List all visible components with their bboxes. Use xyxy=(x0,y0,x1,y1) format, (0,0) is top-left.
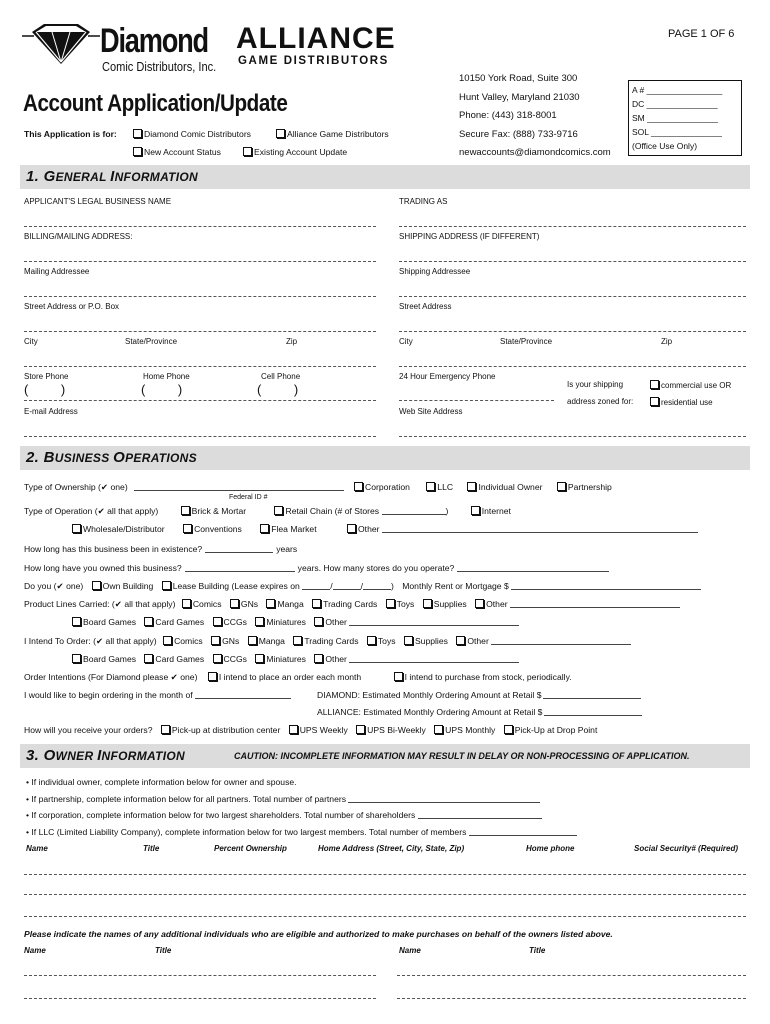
bullet-item: • If LLC (Limited Liability Company), complete information below for two largest members. Total number of members xyxy=(26,824,577,841)
checkbox[interactable] xyxy=(314,617,323,626)
intend-row-2 xyxy=(72,654,525,665)
city-label-ship: City xyxy=(399,337,413,346)
checkbox[interactable] xyxy=(426,482,435,491)
checkbox[interactable] xyxy=(266,599,275,608)
phones-field[interactable] xyxy=(24,400,376,401)
checkbox[interactable] xyxy=(162,581,171,590)
ownership-row xyxy=(24,482,350,493)
checkbox[interactable] xyxy=(347,524,356,533)
emergency-phone-field[interactable] xyxy=(399,400,554,401)
checkbox[interactable] xyxy=(183,524,192,533)
store-phone-label: Store Phone xyxy=(24,372,69,381)
int-stock[interactable]: I intend to purchase from stock, periodically. xyxy=(394,672,572,682)
opt-own-building[interactable]: Own Building xyxy=(92,581,154,591)
checkbox[interactable] xyxy=(471,506,480,515)
opt-other-op[interactable]: Other xyxy=(347,524,698,534)
ownership-options xyxy=(354,482,618,493)
pl-comics[interactable]: Comics xyxy=(182,599,222,609)
add-col-name: Name xyxy=(24,946,46,955)
intentions-row: Order Intentions (For Diamond please ✔ one) I intend to place an order each month I intend to purchase from stock, periodically. xyxy=(24,672,572,682)
checkbox[interactable] xyxy=(208,672,217,681)
address-line: Hunt Valley, Maryland 21030 xyxy=(459,91,580,103)
checkbox[interactable] xyxy=(467,482,476,491)
checkbox[interactable] xyxy=(404,636,413,645)
operation-row xyxy=(24,506,517,517)
pl-trading-cards[interactable]: Trading Cards xyxy=(312,599,377,609)
checkbox[interactable] xyxy=(163,636,172,645)
phone: Phone: (443) 318-8001 xyxy=(459,110,557,121)
street-label: Street Address xyxy=(399,302,452,311)
checkbox[interactable] xyxy=(314,654,323,663)
office-sol: SOL _______________ xyxy=(632,127,722,137)
street-field[interactable] xyxy=(399,331,746,332)
legal-name-label: APPLICANT'S LEGAL BUSINESS NAME xyxy=(24,197,172,206)
io-card-games[interactable]: Card Games xyxy=(144,654,204,664)
zoned-label-a: Is your shipping xyxy=(567,380,624,389)
opt-llc[interactable]: LLC xyxy=(426,482,453,492)
app-for-existing[interactable]: Existing Account Update xyxy=(243,147,347,158)
col-title: Title xyxy=(143,844,160,853)
io-comics[interactable]: Comics xyxy=(163,636,203,646)
checkbox[interactable] xyxy=(133,129,142,138)
col-ssn: Social Security# (Required) xyxy=(634,844,739,853)
rcv-ups-weekly[interactable]: UPS Weekly xyxy=(289,725,348,735)
state-label-ship: State/Province xyxy=(500,337,553,346)
checkbox[interactable] xyxy=(276,129,285,138)
office-sm: SM _______________ xyxy=(632,113,719,123)
app-for-label: This Application is for: xyxy=(24,129,117,139)
operation-row-2 xyxy=(72,524,704,535)
opt-internet[interactable]: Internet xyxy=(471,506,511,516)
diamond-gem-icon xyxy=(22,22,100,66)
checkbox[interactable] xyxy=(72,617,81,626)
owned-row: How long have you owned this business? years. How many stores do you operate? xyxy=(24,563,615,574)
trading-as-field[interactable] xyxy=(399,226,746,227)
checkbox[interactable] xyxy=(386,599,395,608)
checkbox[interactable] xyxy=(181,506,190,515)
state-label: State/Province xyxy=(125,337,178,346)
opt-corporation[interactable]: Corporation xyxy=(354,482,410,492)
opt-wholesale[interactable]: Wholesale/Distributor xyxy=(72,524,165,534)
checkbox[interactable] xyxy=(144,654,153,663)
office-a: A # ________________ xyxy=(632,85,723,95)
diamond-logo xyxy=(22,22,222,78)
checkbox[interactable] xyxy=(213,654,222,663)
add-col-title: Title xyxy=(155,946,172,955)
rcv-ups-monthly[interactable]: UPS Monthly xyxy=(434,725,495,735)
section-number: 2. xyxy=(26,449,40,466)
zip-label-ship: Zip xyxy=(661,337,673,346)
io-manga[interactable]: Manga xyxy=(248,636,285,646)
rcv-pickup[interactable]: Pick-up at distribution center xyxy=(161,725,280,735)
section-number: 3. xyxy=(26,747,40,764)
city-state-zip-field[interactable] xyxy=(24,366,376,367)
checkbox[interactable] xyxy=(161,725,170,734)
checkbox[interactable] xyxy=(274,506,283,515)
checkbox[interactable] xyxy=(255,654,264,663)
pl-other[interactable]: Other xyxy=(475,599,680,609)
page-title: Account Application/Update xyxy=(23,90,288,117)
zoned-label-b: address zoned for: xyxy=(567,397,634,406)
cell-phone-label: Cell Phone xyxy=(261,372,301,381)
additional-row-2-left[interactable] xyxy=(24,998,376,999)
building-row: Do you (✔ one) Own Building Lease Building (Lease expires on / / ) Monthly Rent or Mortgage $ xyxy=(24,581,707,592)
bullet-item: • If partnership, complete information below for all partners. Total number of partners xyxy=(26,791,577,808)
section-number: 1. xyxy=(26,168,40,185)
checkbox[interactable] xyxy=(504,725,513,734)
office-use-box xyxy=(628,80,742,156)
checkbox[interactable] xyxy=(248,636,257,645)
col-name: Name xyxy=(26,844,48,853)
shipping-label: SHIPPING ADDRESS (IF DIFFERENT) xyxy=(399,232,540,241)
logo-alliance-sub: GAME DISTRIBUTORS xyxy=(238,55,389,67)
emergency-phone-label: 24 Hour Emergency Phone xyxy=(399,372,496,381)
fax: Secure Fax: (888) 733-9716 xyxy=(459,128,578,140)
pl-board-games[interactable]: Board Games xyxy=(72,617,136,627)
owner-row-1[interactable] xyxy=(24,874,746,875)
pl-card-games[interactable]: Card Games xyxy=(144,617,204,627)
store-phone-paren[interactable]: ( ) xyxy=(24,382,66,397)
checkbox[interactable] xyxy=(312,599,321,608)
checkbox[interactable] xyxy=(260,524,269,533)
section-owner-information: 3. OWNER INFORMATION CAUTION: INCOMPLETE INFORMATION MAY RESULT IN DELAY OR NON-PROCESSING OF APPLICATION. xyxy=(20,744,750,768)
checkbox[interactable] xyxy=(394,672,403,681)
io-other-2[interactable]: Other xyxy=(314,654,519,664)
cell-phone-paren[interactable]: ( ) xyxy=(257,382,299,397)
website-label: Web Site Address xyxy=(399,407,463,416)
checkbox[interactable] xyxy=(289,725,298,734)
checkbox[interactable] xyxy=(182,599,191,608)
checkbox[interactable] xyxy=(92,581,101,590)
checkbox[interactable] xyxy=(557,482,566,491)
shipping-field[interactable] xyxy=(399,261,746,262)
io-other[interactable]: Other xyxy=(456,636,631,646)
ownership-label: Type of Ownership (✔ one) xyxy=(24,482,128,492)
opt-lease-building[interactable]: Lease Building (Lease expires on / / ) xyxy=(162,581,394,591)
website-field[interactable] xyxy=(399,436,746,437)
federal-id-label: Federal ID # xyxy=(229,494,268,501)
io-trading-cards[interactable]: Trading Cards xyxy=(293,636,358,646)
shipping-addressee-field[interactable] xyxy=(399,296,746,297)
mailing-addressee-field[interactable] xyxy=(24,296,376,297)
opt-conventions[interactable]: Conventions xyxy=(183,524,242,534)
owner-row-2[interactable] xyxy=(24,894,746,895)
col-home-address: Home Address (Street, City, State, Zip) xyxy=(318,844,465,853)
checkbox[interactable] xyxy=(423,599,432,608)
billing-label: BILLING/MAILING ADDRESS: xyxy=(24,232,133,241)
pl-toys[interactable]: Toys xyxy=(386,599,415,609)
opt-partnership[interactable]: Partnership xyxy=(557,482,612,492)
diamond-est-row: DIAMOND: Estimated Monthly Ordering Amount at Retail $ xyxy=(317,690,647,701)
io-supplies[interactable]: Supplies xyxy=(404,636,448,646)
checkbox[interactable] xyxy=(356,725,365,734)
trading-as-label: TRADING AS xyxy=(399,197,448,206)
app-for-alliance[interactable]: Alliance Game Distributors xyxy=(276,129,389,140)
additional-row-2-right[interactable] xyxy=(397,998,746,999)
pl-supplies[interactable]: Supplies xyxy=(423,599,467,609)
product-lines-row: Product Lines Carried: (✔ all that apply) Comics GNs Manga Trading Cards Toys Supplies Other xyxy=(24,599,686,610)
io-miniatures[interactable]: Miniatures xyxy=(255,654,306,664)
receive-row: How will you receive your orders? Pick-up at distribution center UPS Weekly UPS Bi-Weekly UPS Monthly Pick-Up at Drop Point xyxy=(24,725,598,735)
checkbox[interactable] xyxy=(243,147,252,156)
checkbox[interactable] xyxy=(293,636,302,645)
logo-diamond-sub: Comic Distributors, Inc. xyxy=(102,59,217,74)
operation-label: Type of Operation (✔ all that apply) xyxy=(24,506,159,516)
begin-row: I would like to begin ordering in the month of xyxy=(24,690,297,701)
residential-option[interactable]: residential use xyxy=(650,397,713,408)
section-business-operations: 2. BUSINESS OPERATIONS xyxy=(20,446,750,470)
alliance-est-field[interactable] xyxy=(544,707,642,716)
io-board-games[interactable]: Board Games xyxy=(72,654,136,664)
add-col-name-2: Name xyxy=(399,946,421,955)
col-percent: Percent Ownership xyxy=(214,844,287,853)
checkbox[interactable] xyxy=(230,599,239,608)
stores-field[interactable] xyxy=(457,563,609,572)
street-po-label: Street Address or P.O. Box xyxy=(24,302,120,311)
int-each-month[interactable]: I intend to place an order each month xyxy=(208,672,361,682)
io-toys[interactable]: Toys xyxy=(367,636,396,646)
pl-miniatures[interactable]: Miniatures xyxy=(255,617,306,627)
diamond-est-field[interactable] xyxy=(543,690,641,699)
checkbox[interactable] xyxy=(456,636,465,645)
checkbox[interactable] xyxy=(213,617,222,626)
product-lines-row-2 xyxy=(72,617,525,628)
owner-row-3[interactable] xyxy=(24,916,746,917)
rcv-ups-biweekly[interactable]: UPS Bi-Weekly xyxy=(356,725,426,735)
checkbox[interactable] xyxy=(475,599,484,608)
additional-row-1-left[interactable] xyxy=(24,975,376,976)
existence-row: How long has this business been in existence? years xyxy=(24,544,298,554)
app-for-new[interactable]: New Account Status xyxy=(133,147,221,158)
billing-field[interactable] xyxy=(24,261,376,262)
legal-name-field[interactable] xyxy=(24,226,376,227)
rcv-drop-point[interactable]: Pick-Up at Drop Point xyxy=(504,725,598,735)
checkbox[interactable] xyxy=(72,524,81,533)
intend-row: I Intend To Order: (✔ all that apply) Comics GNs Manga Trading Cards Toys Supplies Other xyxy=(24,636,637,647)
opt-brick-mortar[interactable]: Brick & Mortar xyxy=(181,506,246,516)
add-col-title-2: Title xyxy=(529,946,546,955)
caution-text: CAUTION: INCOMPLETE INFORMATION MAY RESULT IN DELAY OR NON-PROCESSING OF APPLICATION. xyxy=(234,751,690,761)
commercial-option[interactable]: commercial use OR xyxy=(650,380,731,391)
address-line: 10150 York Road, Suite 300 xyxy=(459,73,578,84)
checkbox[interactable] xyxy=(255,617,264,626)
checkbox[interactable] xyxy=(354,482,363,491)
checkbox[interactable] xyxy=(367,636,376,645)
checkbox[interactable] xyxy=(650,397,659,406)
rent-field[interactable] xyxy=(511,581,701,590)
app-for-diamond[interactable]: Diamond Comic Distributors xyxy=(133,129,251,140)
address-block xyxy=(459,70,611,163)
federal-id-field[interactable] xyxy=(134,482,344,491)
opt-flea-market[interactable]: Flea Market xyxy=(260,524,316,534)
bullet-item: • If individual owner, complete information below for owner and spouse. xyxy=(26,777,297,787)
col-home-phone: Home phone xyxy=(526,844,575,853)
pl-manga[interactable]: Manga xyxy=(266,599,303,609)
email-address: newaccounts@diamondcomics.com xyxy=(459,147,611,158)
pl-ccgs[interactable]: CCGs xyxy=(213,617,247,627)
section-general-information: 1. GENERAL INFORMATION xyxy=(20,165,750,189)
page-number: PAGE 1 OF 6 xyxy=(668,28,735,40)
email-field[interactable] xyxy=(24,436,376,437)
street-po-field[interactable] xyxy=(24,331,376,332)
pl-gns[interactable]: GNs xyxy=(230,599,258,609)
email-label: E-mail Address xyxy=(24,407,78,416)
checkbox[interactable] xyxy=(211,636,220,645)
logo-alliance-text: ALLIANCE xyxy=(236,22,396,55)
checkbox[interactable] xyxy=(650,380,659,389)
io-gns[interactable]: GNs xyxy=(211,636,239,646)
checkbox[interactable] xyxy=(144,617,153,626)
city-label: City xyxy=(24,337,38,346)
office-dc: DC _______________ xyxy=(632,99,718,109)
begin-month-field[interactable] xyxy=(195,690,291,699)
io-ccgs[interactable]: CCGs xyxy=(213,654,247,664)
pl-other-2[interactable]: Other xyxy=(314,617,519,627)
shipping-addressee-label: Shipping Addressee xyxy=(399,267,471,276)
opt-retail-chain[interactable]: Retail Chain (# of Stores ) xyxy=(274,506,448,516)
checkbox[interactable] xyxy=(72,654,81,663)
additional-row-1-right[interactable] xyxy=(397,975,746,976)
bullet-item: • If corporation, complete information below for two largest shareholders. Total number of shareholders xyxy=(26,807,577,824)
opt-individual[interactable]: Individual Owner xyxy=(467,482,542,492)
city-state-zip-ship-field[interactable] xyxy=(399,366,746,367)
home-phone-paren[interactable]: ( ) xyxy=(141,382,183,397)
additional-note: Please indicate the names of any additional individuals who are eligible and authorized to make purchases on behalf of the owners listed above. xyxy=(24,929,613,939)
checkbox[interactable] xyxy=(133,147,142,156)
office-note: (Office Use Only) xyxy=(632,141,698,151)
home-phone-label: Home Phone xyxy=(143,372,190,381)
owned-field[interactable] xyxy=(185,563,295,572)
logo-diamond-text: Diamond xyxy=(100,22,208,60)
mailing-addressee-label: Mailing Addressee xyxy=(24,267,90,276)
existence-field[interactable] xyxy=(205,544,273,553)
checkbox[interactable] xyxy=(434,725,443,734)
bullet-list xyxy=(26,774,577,840)
alliance-est-row: ALLIANCE: Estimated Monthly Ordering Amount at Retail $ xyxy=(317,707,648,718)
zip-label: Zip xyxy=(286,337,298,346)
